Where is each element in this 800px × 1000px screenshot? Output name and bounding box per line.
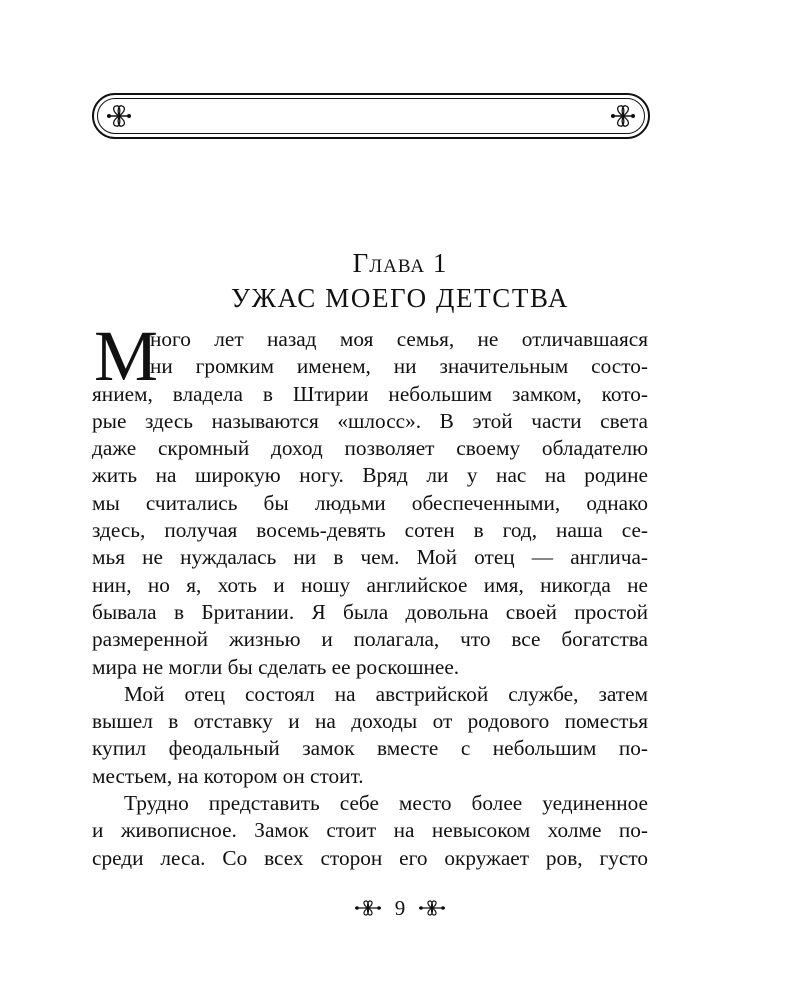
fleuron-icon — [104, 103, 134, 129]
text-line: нин, но я, хоть и ношу английское имя, никогда не — [92, 572, 648, 597]
text-line: жить на широкую ногу. Вряд ли у нас на родине — [92, 463, 648, 488]
text-line: купил феодальный замок вместе с небольшим по- — [92, 736, 648, 761]
chapter-number: Глава 1 — [352, 248, 448, 278]
text-line: янием, владела в Штирии небольшим замком, кото- — [92, 381, 648, 406]
text-line: рые здесь называются «шлосс». В этой части света — [92, 408, 648, 433]
text-line: мья не нуждалась ни в чем. Мой отец — англича- — [92, 545, 648, 570]
text-line: и живописное. Замок стоит на невысоком холме по- — [92, 818, 648, 843]
text-line: мира не могли бы сделать ее роскошнее. — [92, 654, 460, 679]
fleuron-icon — [353, 899, 383, 917]
text-line: здесь, получая восемь-девять сотен в год, наша се- — [92, 518, 648, 543]
text-line: ного лет назад моя семья, не отличавшаяся — [150, 327, 648, 351]
text-line: местьем, на котором он стоит. — [92, 763, 364, 788]
text-line: ни громким именем, ни значительным состо- — [150, 354, 648, 379]
fleuron-icon — [608, 103, 638, 129]
text-line: мы считались бы людьми обеспеченными, однако — [92, 490, 648, 515]
text-line: Трудно представить себе место более уединенное — [124, 791, 648, 816]
page-number: 9 — [394, 895, 406, 920]
text-line: даже скромный доход позволяет своему обладателю — [92, 436, 648, 461]
header-ornament-frame — [92, 93, 650, 139]
text-line: среди леса. Со всех сторон его окружает ров, густо — [92, 845, 648, 870]
text-line: вышел в отставку и на доходы от родового поместья — [92, 709, 648, 734]
text-line: размеренной жизнью и полагала, что все богатства — [92, 627, 648, 652]
page-footer — [0, 895, 800, 921]
text-line: бывала в Британии. Я была довольна своей простой — [92, 599, 648, 624]
fleuron-icon — [417, 899, 447, 917]
chapter-title: УЖАС МОЕГО ДЕТСТВА — [231, 283, 569, 313]
text-line: Мой отец состоял на австрийской службе, затем — [124, 681, 648, 706]
drop-cap: М — [94, 316, 159, 396]
body-text — [92, 316, 648, 872]
